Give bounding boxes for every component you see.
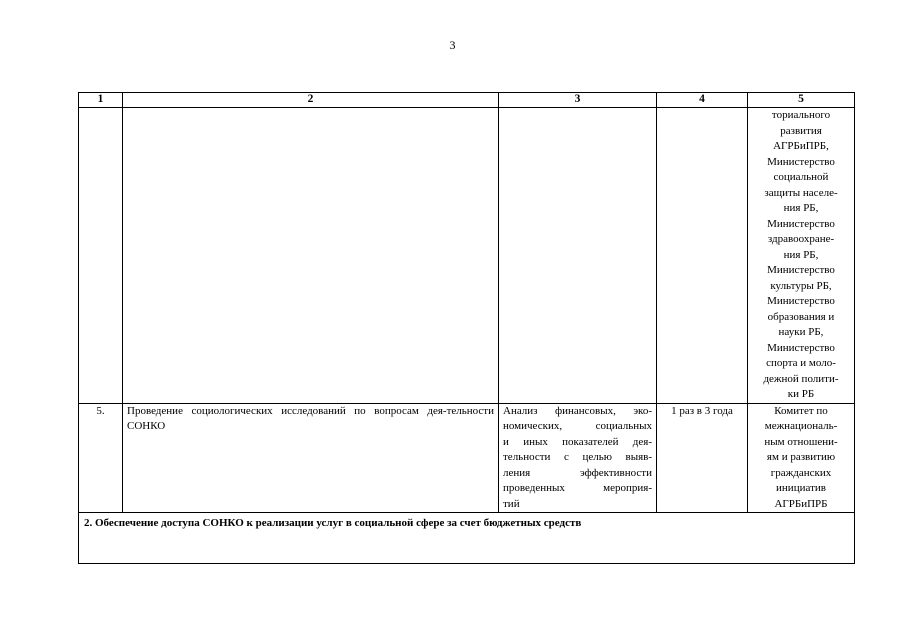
responsible-line: ям и развитию: [766, 451, 836, 463]
header-col-1: 1: [79, 93, 123, 108]
cell-number: 5.: [79, 403, 123, 513]
result-line: номических, социальных: [503, 420, 652, 432]
result-line: проведенных мероприя-: [503, 482, 652, 494]
header-col-2: 2: [123, 93, 499, 108]
table-row-5: [79, 403, 855, 513]
responsible-line: развития: [780, 124, 822, 137]
responsible-line: АГРБиПРБ: [774, 497, 828, 510]
cell-period: 1 раз в 3 года: [657, 403, 748, 513]
responsible-line: ным отношени-: [764, 435, 838, 448]
cell-description: Проведение социологических исследований по вопросам дея-тельности СОНКО: [123, 403, 499, 513]
section-row: [79, 513, 855, 564]
responsible-line: Министерство: [767, 341, 835, 354]
responsible-line: образования и: [767, 310, 835, 323]
responsible-line: межнациональ-: [764, 420, 838, 432]
responsible-line: спорта и моло-: [766, 357, 836, 369]
responsible-line: культуры РБ,: [770, 279, 832, 292]
cell-responsible: [748, 403, 855, 513]
responsible-line: науки РБ,: [778, 326, 824, 338]
table-header-row: [79, 93, 855, 108]
responsible-line: Министерство: [767, 264, 835, 276]
page-number: 3: [449, 38, 456, 52]
responsible-line: Министерство: [767, 295, 835, 307]
cell-description: [123, 108, 499, 404]
responsible-line: защиты населе-: [764, 186, 838, 199]
result-line: тий: [503, 497, 520, 510]
header-col-3: 3: [499, 93, 657, 108]
responsible-line: здравоохране-: [767, 233, 835, 245]
result-line: Анализ финансовых, эко-: [503, 404, 652, 417]
responsible-line: инициатив: [776, 482, 826, 494]
header-col-4: 4: [657, 93, 748, 108]
result-line: тельности с целью выяв-: [503, 451, 652, 463]
responsible-line: Министерство: [767, 155, 835, 168]
responsible-line: ториального: [771, 109, 831, 121]
responsible-line: Комитет по: [774, 404, 828, 417]
responsible-line: ки РБ: [787, 388, 815, 400]
cell-number: [79, 108, 123, 404]
cell-period: [657, 108, 748, 404]
responsible-line: Министерство: [767, 217, 835, 230]
measures-table: [78, 92, 855, 564]
header-col-5: 5: [748, 93, 855, 108]
responsible-line: ния РБ,: [783, 202, 819, 214]
cell-responsible: [748, 108, 855, 404]
responsible-line: социальной: [773, 171, 829, 183]
result-line: ления эффективности: [503, 466, 652, 479]
responsible-line: гражданских: [770, 466, 832, 479]
responsible-line: АГРБиПРБ,: [773, 140, 829, 152]
cell-expected-result: [499, 108, 657, 404]
table-row-continued: [79, 108, 855, 404]
responsible-line: ния РБ,: [783, 248, 819, 261]
responsible-line: дежной полити-: [763, 372, 839, 385]
result-line: и иных показателей дея-: [503, 435, 652, 448]
cell-expected-result: [499, 403, 657, 513]
section-heading: 2. Обеспечение доступа СОНКО к реализации услуг в социальной сфере за счет бюджетных средств: [79, 513, 855, 564]
